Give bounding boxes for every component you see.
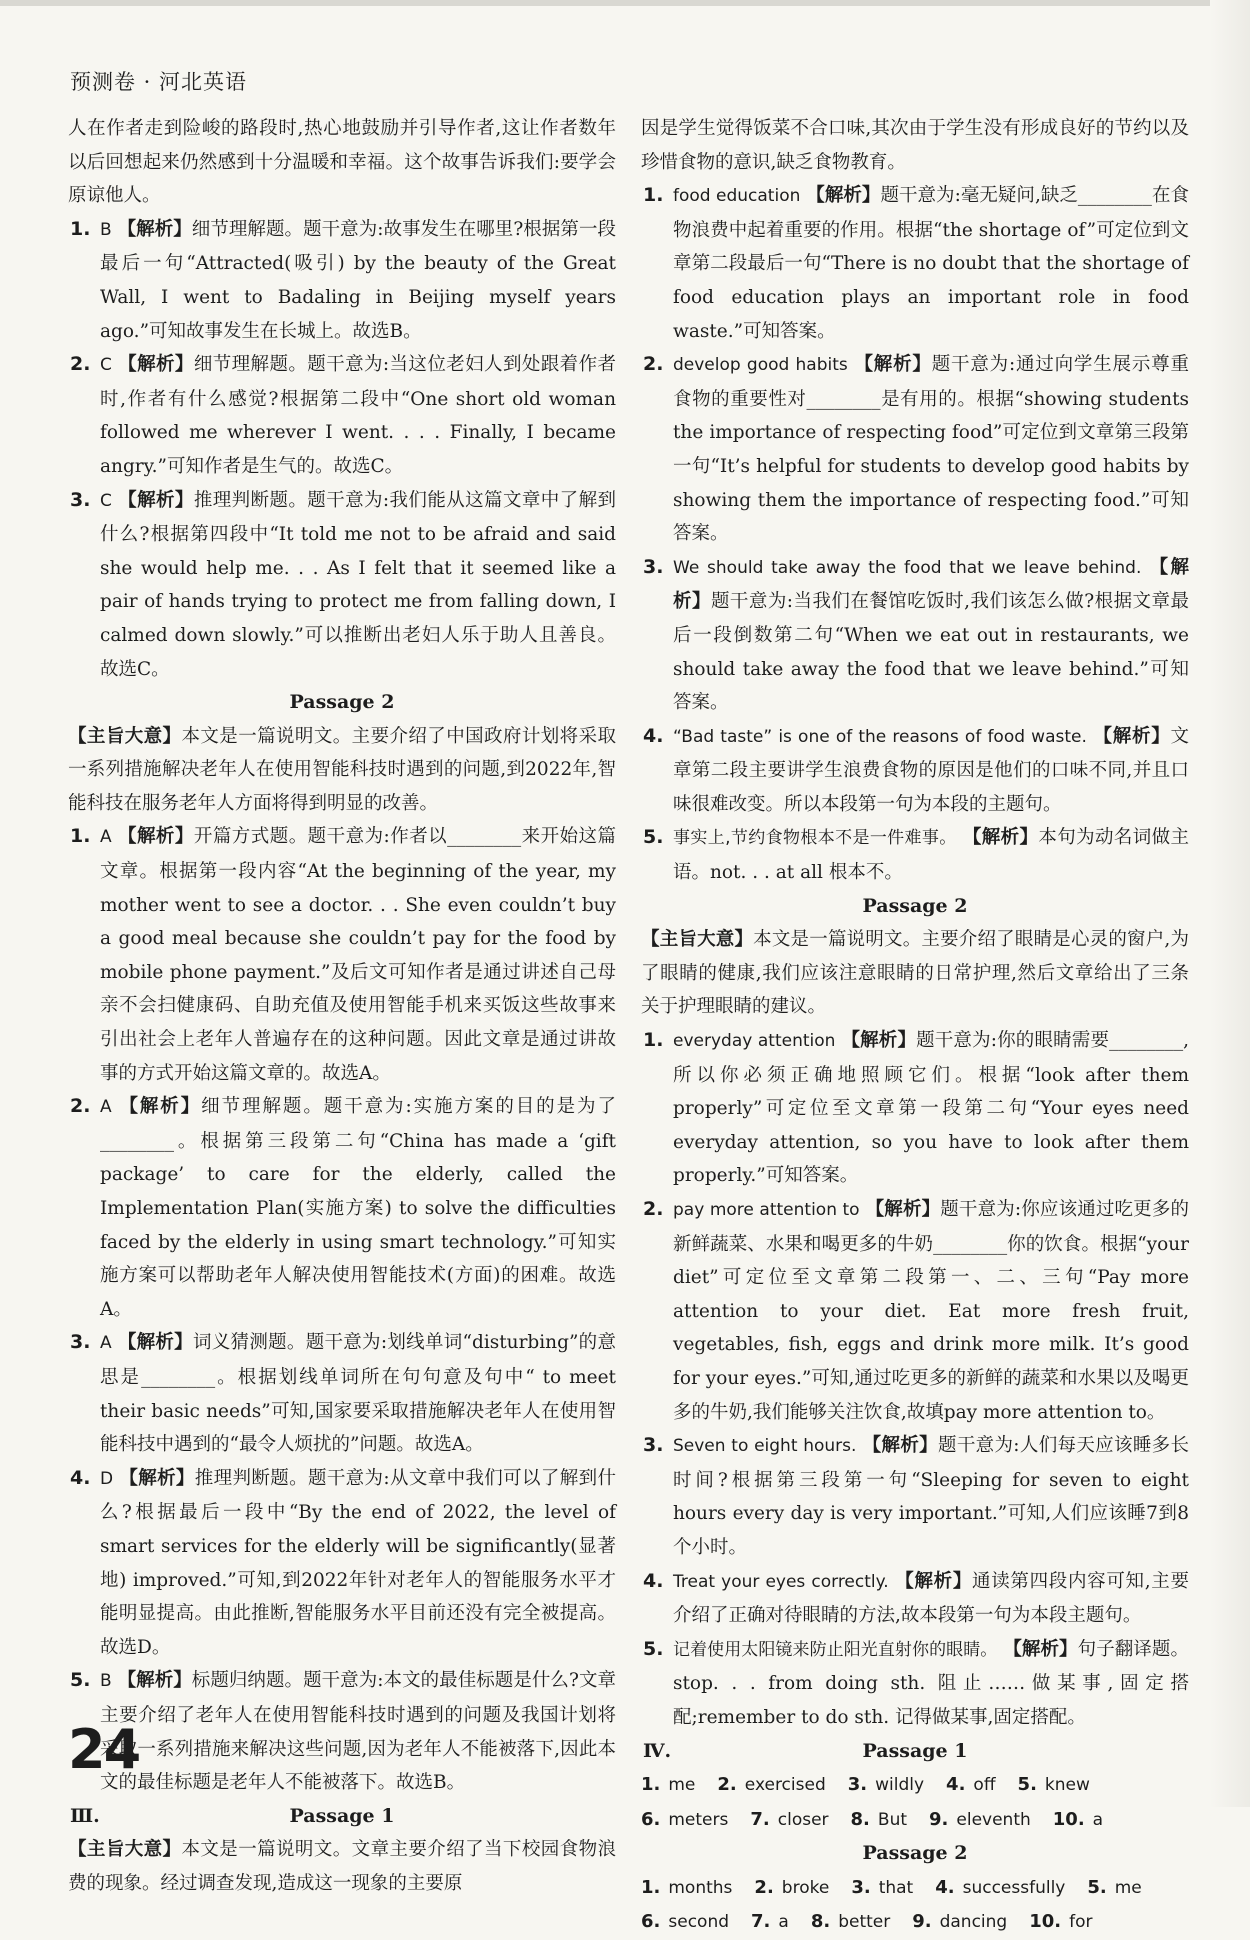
item-body — [673, 348, 1189, 551]
item-number: 6. — [641, 1911, 661, 1933]
item-number: 3. — [851, 1876, 871, 1898]
analysis-tag: 【解析】 — [118, 489, 194, 511]
item-answer: D — [100, 1468, 114, 1489]
analysis-text: 题干意为:人们每天应该睡多长时间?根据第三段第一句“Sleeping for seven to eight hours every day is very important.”可知,人们应该睡7到8个小时。 — [673, 1435, 1190, 1558]
item-body — [100, 1462, 616, 1665]
item-answer: C — [100, 490, 112, 511]
answer-item — [68, 1090, 616, 1326]
item-answer: C — [100, 355, 112, 376]
answer-item — [68, 213, 616, 348]
item-answer: me — [668, 1775, 696, 1796]
section4-passage1-title: Passage 1 — [862, 1739, 968, 1762]
item-answer: But — [877, 1809, 908, 1830]
item-answer: dancing — [939, 1912, 1008, 1933]
analysis-tag: 【解析】 — [895, 1570, 973, 1592]
item-body — [673, 551, 1189, 720]
analysis-tag: 【解析】 — [117, 218, 192, 240]
item-number: 2. — [754, 1876, 774, 1898]
analysis-text: 本句为动名词做主语。not. . . at all 根本不。 — [673, 827, 1189, 884]
analysis-text: 题干意为:你应该通过吃更多的新鲜蔬菜、水果和喝更多的牛奶________你的饮食。根据“your diet”可定位至文章第二段第一、二、三句“Pay more attention to your diet. Eat more fresh fruit, vegetables, fish, eggs and drink more milk. It’s good for your eyes.”可知,通过吃更多的新鲜的蔬菜和水果以及喝更多的牛奶,我们能够关注饮食,故填pay more attention to。 — [673, 1199, 1189, 1423]
analysis-tag: 【解析】 — [117, 1332, 193, 1354]
item-answer: 记着使用太阳镜来防止阳光直射你的眼睛。 — [673, 1639, 998, 1660]
item-number: 5. — [1087, 1876, 1107, 1898]
item-number: 3. — [70, 1331, 91, 1354]
summary-text: 本文是一篇说明文。主要介绍了中国政府计划将采取一系列措施解决老年人在使用智能科技时遇到的问题,到2022年,智能科技在服务老年人方面将得到明显的改善。 — [68, 725, 616, 814]
item-body — [673, 1565, 1189, 1633]
answer-item — [68, 348, 616, 483]
passage2-heading: Passage 2 — [862, 894, 968, 917]
analysis-text: 细节理解题。题干意为:当这位老妇人到处跟着作者时,作者有什么感觉?根据第二段中“One short old woman followed me wherever I went. . . . Finally, I became angry.”可知作者是生气的。故选C。 — [100, 354, 616, 477]
item-number: 2. — [643, 1198, 664, 1220]
item-number: 1. — [641, 1876, 661, 1898]
top-edge — [0, 0, 1250, 6]
page-header: 预测卷 · 河北英语 — [70, 70, 248, 94]
item-number: 1. — [70, 825, 91, 848]
analysis-tag: 【解析】 — [806, 185, 881, 207]
answer-row — [641, 1768, 1189, 1803]
item-answer: broke — [781, 1877, 830, 1898]
item-number: 1. — [643, 1029, 664, 1052]
analysis-tag: 【解析】 — [119, 1096, 202, 1118]
item-answer: exercised — [744, 1775, 826, 1796]
item-body — [100, 213, 616, 348]
answer-row — [641, 1803, 1189, 1838]
item-number: 4. — [946, 1774, 966, 1796]
item-number: 1. — [70, 217, 91, 240]
item-answer: B — [100, 1671, 112, 1692]
item-number: 4. — [70, 1466, 91, 1489]
answer-row — [641, 1871, 1189, 1906]
left-column — [68, 112, 616, 1900]
answer-item — [641, 1633, 1189, 1735]
item-number: 1. — [643, 184, 664, 207]
answer-row — [641, 1905, 1189, 1940]
item-body — [673, 1633, 1189, 1735]
item-number: 9. — [912, 1911, 932, 1933]
passage2-answers — [68, 820, 616, 1799]
answer-item — [68, 820, 616, 1090]
section3-passage1-answers — [641, 179, 1189, 889]
analysis-text: 题干意为:当我们在餐馆吃饭时,我们该怎么做?根据文章最后一段倒数第二句“When we eat out in restaurants, we should take away the food that we leave behind.”可知答案。 — [673, 591, 1189, 714]
item-answer: food education — [673, 186, 801, 207]
item-body — [673, 179, 1189, 348]
item-answer: that — [878, 1877, 914, 1898]
analysis-text: 句子翻译题。stop. . . from doing sth. 阻止……做某事,固定搭配;remember to do sth. 记得做某事,固定搭配。 — [673, 1638, 1189, 1728]
item-number: 2. — [717, 1774, 737, 1796]
analysis-tag: 【解析】 — [865, 1199, 941, 1220]
item-answer: 事实上,节约食物根本不是一件难事。 — [673, 828, 957, 849]
analysis-tag: 【解析】 — [854, 354, 932, 376]
item-number: 7. — [751, 1911, 771, 1933]
analysis-text: 细节理解题。题干意为:故事发生在哪里?根据第一段最后一句“Attracted(吸引) by the beauty of the Great Wall, I went to Badaling in Beijing myself years ago.”可知故事发生在长城上。故选B。 — [100, 218, 616, 342]
section4-passage1-answer-rows — [641, 1768, 1189, 1837]
analysis-tag: 【解析】 — [841, 1030, 917, 1052]
item-answer: closer — [777, 1809, 829, 1830]
passage2-summary — [641, 923, 1189, 1024]
analysis-text: 推理判断题。题干意为:从文章中我们可以了解到什么?根据最后一段中“By the end of 2022, the level of smart services for the elderly will be significantly(显著地) improved.”可知,到2022年针对老年人的智能服务水平才能明显提高。由此推断,智能服务水平目前还没有完全被提高。故选D。 — [100, 1467, 616, 1658]
item-number: 9. — [929, 1808, 949, 1830]
page-number: 24 — [68, 1718, 140, 1781]
item-answer: pay more attention to — [673, 1200, 860, 1220]
passage2-summary — [68, 720, 616, 821]
section3-passage1-title: Passage 1 — [289, 1804, 395, 1827]
item-answer: B — [100, 219, 112, 240]
analysis-tag: 【解析】 — [118, 354, 194, 376]
item-number: 2. — [70, 1095, 91, 1118]
section4-passage2-answer-rows — [641, 1871, 1189, 1940]
item-answer: meters — [668, 1809, 729, 1830]
item-body — [673, 1024, 1189, 1193]
item-body — [673, 720, 1189, 822]
item-answer: months — [668, 1877, 733, 1898]
passage2-heading: Passage 2 — [289, 691, 395, 714]
item-number: 4. — [935, 1876, 955, 1898]
summary-tag: 【主旨大意】 — [641, 929, 754, 951]
summary-text: 本文是一篇说明文。文章主要介绍了当下校园食物浪费的现象。经过调查发现,造成这一现象的主要原 — [68, 1839, 616, 1894]
item-answer: a — [1092, 1809, 1104, 1830]
item-body — [100, 1326, 616, 1461]
item-answer: better — [838, 1912, 891, 1933]
answer-item — [641, 348, 1189, 551]
item-answer: “Bad taste” is one of the reasons of food waste. — [673, 726, 1087, 747]
analysis-text: 标题归纳题。题干意为:本文的最佳标题是什么?文章主要介绍了老年人在使用智能科技时遇到的问题及我国计划将采取一系列措施来解决这些问题,因为老年人不能被落下,因此本文的最佳标题是老年人不能被落下。故选B。 — [100, 1670, 616, 1794]
analysis-text: 题干意为:通过向学生展示尊重食物的重要性对________是有用的。根据“showing students the importance of respecting food”可定位到文章第三段第一句“It’s helpful for students to develop good habits by showing them the importance of respecting food.”可知答案。 — [673, 354, 1189, 545]
analysis-text: 推理判断题。题干意为:我们能从这篇文章中了解到什么?根据第四段中“It told me not to be afraid and said she would help me. . . As I felt that it seemed like a pair of hands trying to protect me from falling down, I calmed down slowly.”可以推断出老妇人乐于助人且善良。故选C。 — [100, 489, 616, 680]
intro-paragraph: 人在作者走到险峻的路段时,热心地鼓励并引导作者,这让作者数年以后回想起来仍然感到十分温暖和幸福。这个故事告诉我们:要学会原谅他人。 — [68, 118, 616, 207]
item-answer: off — [973, 1775, 996, 1796]
intro-paragraph: 因是学生觉得饭菜不合口味,其次由于学生没有形成良好的节约以及珍惜食物的意识,缺乏食物教育。 — [641, 118, 1189, 173]
item-answer: A — [100, 827, 112, 848]
section3-label: Ⅲ. — [70, 1804, 100, 1827]
item-answer: for — [1069, 1912, 1093, 1933]
summary-tag: 【主旨大意】 — [68, 1839, 182, 1861]
answer-item — [641, 821, 1189, 889]
item-answer: me — [1114, 1877, 1142, 1898]
item-number: 3. — [643, 555, 664, 578]
item-number: 3. — [643, 1434, 664, 1457]
item-number: 8. — [850, 1808, 870, 1830]
item-answer: everyday attention — [673, 1031, 836, 1052]
answer-item — [641, 1193, 1189, 1429]
analysis-tag: 【解析】 — [118, 826, 194, 848]
answer-item — [641, 720, 1189, 822]
section4-passage2-heading: Passage 2 — [862, 1842, 968, 1865]
passage2-answers — [641, 1024, 1189, 1734]
answer-item — [68, 1664, 616, 1799]
item-number: 7. — [750, 1808, 770, 1830]
analysis-text: 词义猜测题。题干意为:划线单词“disturbing”的意思是________。根据划线单词所在句句意及句中“ to meet their basic needs”可知,国家要采取措施解决老年人在使用智能科技中遇到的“最令人烦扰的”问题。故选A。 — [100, 1332, 616, 1456]
item-answer: successfully — [962, 1877, 1066, 1898]
answer-item — [641, 551, 1189, 720]
item-body — [673, 821, 1189, 889]
analysis-text: 题干意为:你的眼睛需要________,所以你必须正确地照顾它们。根据“look after them properly”可定位至文章第一段第二句“Your eyes need everyday attention, so you have to look after them properly.”可知答案。 — [673, 1030, 1189, 1187]
item-answer: We should take away the food that we leave behind. — [673, 557, 1142, 578]
passage1-answers — [68, 213, 616, 686]
item-number: 2. — [643, 353, 664, 376]
summary-tag: 【主旨大意】 — [68, 725, 182, 747]
item-body — [673, 1193, 1189, 1429]
item-number: 3. — [847, 1774, 868, 1796]
item-number: 5. — [70, 1669, 91, 1692]
item-number: 2. — [70, 353, 91, 376]
page-edge-shadow — [1210, 0, 1250, 1807]
answer-item — [68, 484, 616, 687]
analysis-tag: 【解析】 — [119, 1467, 195, 1489]
analysis-tag: 【解析】 — [117, 1670, 192, 1692]
item-body — [100, 1664, 616, 1799]
answer-item — [68, 1462, 616, 1665]
item-number: 10. — [1029, 1911, 1062, 1933]
item-number: 5. — [1017, 1774, 1037, 1796]
item-answer: develop good habits — [673, 355, 848, 376]
section4-heading — [641, 1735, 1189, 1769]
analysis-text: 细节理解题。题干意为:实施方案的目的是为了________。根据第三段第二句“China has made a ‘gift package’ to care for the elderly, called the Implementation Plan(实施方案) to solve the difficulties faced by the elderly in using smart technology.”可知实施方案可以帮助老年人解决使用智能技术(方面)的困难。故选A。 — [100, 1096, 616, 1320]
section3-heading — [68, 1800, 616, 1834]
analysis-text: 通读第四段内容可知,主要介绍了正确对待眼睛的方法,故本段第一句为本段主题句。 — [673, 1570, 1189, 1627]
item-answer: wildly — [875, 1775, 925, 1796]
analysis-tag: 【解析】 — [1093, 725, 1171, 747]
analysis-tag: 【解析】 — [962, 827, 1039, 849]
analysis-text: 开篇方式题。题干意为:作者以________来开始这篇文章。根据第一段内容“At the beginning of the year, my mother went to see a doctor. . . She even couldn’t buy a good meal because she couldn’t pay for the food by mobile phone payment.”及后文可知作者是通过讲述自己母亲不会扫健康码、自助充值及使用智能手机来买饭这些故事来引出社会上老年人普遍存在的这种问题。因此文章是通过讲故事的方式开始这篇文章的。故选A。 — [100, 826, 616, 1084]
item-number: 6. — [641, 1808, 661, 1830]
section3-summary — [68, 1833, 616, 1900]
answer-item — [641, 1024, 1189, 1193]
item-body — [100, 348, 616, 483]
section4-label: Ⅳ. — [643, 1739, 672, 1762]
analysis-tag: 【解析】 — [862, 1435, 938, 1457]
item-answer: A — [100, 1333, 112, 1354]
item-number: 5. — [643, 826, 664, 849]
item-number: 4. — [643, 1569, 664, 1592]
right-column — [641, 112, 1189, 1940]
summary-text: 本文是一篇说明文。主要介绍了眼睛是心灵的窗户,为了眼睛的健康,我们应该注意眼睛的日常护理,然后文章给出了三条关于护理眼睛的建议。 — [641, 929, 1189, 1018]
item-number: 4. — [643, 724, 664, 747]
analysis-tag: 【解析】 — [1003, 1638, 1078, 1660]
item-body — [100, 1090, 616, 1326]
item-answer: A — [100, 1097, 112, 1118]
item-body — [100, 484, 616, 687]
item-answer: knew — [1044, 1775, 1090, 1796]
item-number: 3. — [70, 488, 91, 511]
analysis-tag: 【解析】 — [673, 556, 1189, 613]
item-answer: Treat your eyes correctly. — [673, 1571, 889, 1592]
answer-item — [641, 1565, 1189, 1633]
item-answer: a — [778, 1912, 789, 1933]
item-number: 5. — [643, 1637, 664, 1660]
item-answer: Seven to eight hours. — [673, 1436, 857, 1457]
analysis-text: 题干意为:毫无疑问,缺乏________在食物浪费中起着重要的作用。根据“the shortage of”可定位到文章第二段最后一句“There is no doubt that the shortage of food education plays an important role in food waste.”可知答案。 — [673, 185, 1189, 342]
answer-item — [641, 179, 1189, 348]
item-answer: eleventh — [956, 1809, 1031, 1830]
item-answer: second — [668, 1912, 730, 1933]
item-body — [673, 1429, 1189, 1564]
answer-item — [68, 1326, 616, 1461]
item-number: 1. — [641, 1774, 661, 1796]
answer-item — [641, 1429, 1189, 1564]
item-body — [100, 820, 616, 1090]
item-number: 8. — [810, 1911, 831, 1933]
item-number: 10. — [1052, 1808, 1085, 1830]
analysis-text: 文章第二段主要讲学生浪费食物的原因是他们的口味不同,并且口味很难改变。所以本段第一句为本段的主题句。 — [673, 725, 1189, 815]
